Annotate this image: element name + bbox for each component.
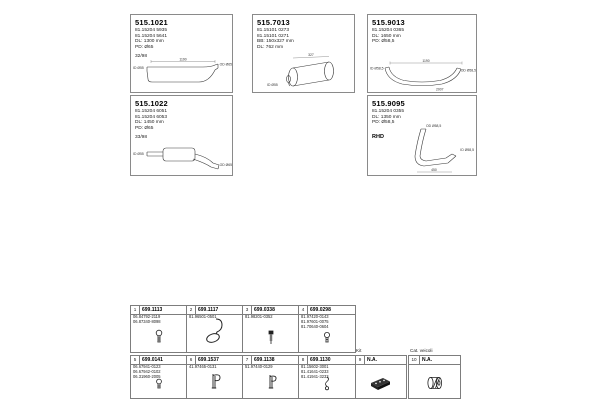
bracket-hook-icon xyxy=(264,372,278,396)
cell-number: 9 xyxy=(356,356,365,364)
muffler-diagram xyxy=(267,53,347,93)
clamp-icon xyxy=(321,331,333,350)
cell-header xyxy=(409,356,460,365)
ref-number: 06.84792-2119 xyxy=(133,314,161,319)
oe-number: 81.15101 0271 xyxy=(257,33,290,39)
accessory-row-2 xyxy=(130,348,462,399)
cell-number: 5 xyxy=(131,356,140,364)
inlet-label: ID Ø58,5 xyxy=(370,66,384,71)
hanger-hook-icon xyxy=(203,317,227,350)
spec-line: PD: Ø58,5 xyxy=(372,120,395,126)
cell-number: 8 xyxy=(299,356,308,364)
oe-number: 81.15204 6053 xyxy=(135,114,168,120)
cell-part-number: 699.1537 xyxy=(198,357,219,363)
oe-number: 81.15101 0273 xyxy=(257,28,290,33)
oe-number: 81.15204 5935 xyxy=(135,28,168,33)
ref-number: 06.67942-0102 xyxy=(133,368,161,374)
pipe-drawing-icon xyxy=(133,142,232,174)
ref-number: 41.97465-0131 xyxy=(189,364,217,369)
oe-number: 81.15204 6051 xyxy=(135,109,168,114)
outlet-label: OD Ø58,5 xyxy=(426,124,442,128)
dim-label: 1190 xyxy=(422,58,430,63)
cell-number: 4 xyxy=(299,306,308,314)
bracket-hook-icon xyxy=(208,371,222,396)
cell-availability: N.A. xyxy=(422,357,432,363)
accessory-cell-7 xyxy=(242,355,299,399)
cell-part-number: 699.0141 xyxy=(142,357,163,363)
spec-line: PD: Ø58,5 xyxy=(372,39,395,45)
accessory-cell-1 xyxy=(130,305,187,353)
cell-header xyxy=(356,356,406,365)
spec-line: PD: Ø65 xyxy=(135,44,154,50)
spec-line: DL: 1300 mm xyxy=(135,39,164,45)
ref-number: 81.15602-3001 xyxy=(301,364,329,369)
part-box-515-1022 xyxy=(130,95,233,176)
accessory-cell-2 xyxy=(186,305,243,353)
part-number-title: 515.1021 xyxy=(135,18,168,27)
part-number-title: 515.7013 xyxy=(257,18,290,27)
accessory-cell-8 xyxy=(298,355,356,399)
outlet-label: OD Ø65 xyxy=(219,163,232,167)
outlet-label: OD Ø58,5 xyxy=(460,68,476,73)
part-box-515-7013 xyxy=(252,14,355,93)
inlet-label: ID Ø58,5 xyxy=(460,148,474,152)
ref-number: 81.98201-0352 xyxy=(245,314,273,319)
oe-number: 81.15204 5641 xyxy=(135,33,168,39)
accessory-cell-4 xyxy=(298,305,356,353)
cell-part-number: 699.0298 xyxy=(310,307,331,313)
pipe-diagram xyxy=(133,57,232,91)
cell-number: 6 xyxy=(187,356,196,364)
ref-number: 81.97601-0075 xyxy=(301,318,329,324)
ref-number: 51.97440-0129 xyxy=(245,364,273,369)
inlet-label: ID Ø55 xyxy=(133,152,144,156)
ref-number: 81.97420-0143 xyxy=(301,314,329,319)
spec-line: BB: 150x327 mm xyxy=(257,39,294,45)
cell-number: 2 xyxy=(187,306,196,314)
inlet-label: ID Ø55 xyxy=(133,66,144,70)
accessory-cell-3 xyxy=(242,305,299,353)
oe-number: 81.15204 0355 xyxy=(372,109,405,114)
spec-line: DL: 1450 mm xyxy=(135,120,164,126)
part-number-title: 515.9095 xyxy=(372,99,405,108)
muffler-drawing-icon xyxy=(267,53,347,93)
ref-number: 81.96501-0501 xyxy=(189,314,217,319)
pipe-drawing-icon xyxy=(370,55,476,93)
cell-part-number: 699.1130 xyxy=(310,357,331,363)
oe-number: 81.15204 0365 xyxy=(372,28,405,33)
cell-number: 7 xyxy=(243,356,252,364)
clamp-icon xyxy=(153,378,164,396)
dim-label: 1190 xyxy=(179,57,187,62)
part-box-515-9095 xyxy=(367,95,477,176)
pipe-diagram xyxy=(394,122,474,176)
spec-line: DL: 762 mm xyxy=(257,44,284,50)
ref-number: 06.31960-2005 xyxy=(133,373,161,379)
pipe-drawing-icon xyxy=(133,57,232,91)
part-number-title: 515.1022 xyxy=(135,99,168,108)
note-label: 2007 xyxy=(436,87,444,92)
spec-line: DL: 1350 mm xyxy=(372,114,401,120)
cell-part-number: 699.1138 xyxy=(254,357,275,363)
cell-number: 3 xyxy=(243,306,252,314)
dim-label: 450 xyxy=(431,167,437,172)
kit-cell-9 xyxy=(355,355,407,399)
date-code: 33/98 xyxy=(135,135,148,141)
accessory-cell-5 xyxy=(130,355,187,399)
date-code: 32/98 xyxy=(135,54,148,60)
spec-line: DL: 1650 mm xyxy=(372,33,401,39)
spec-line: PD: Ø65 xyxy=(135,125,154,131)
ref-number: 81.41641-0233 xyxy=(301,368,329,374)
clamp-icon xyxy=(153,329,165,350)
ref-number: 06.67941-0123 xyxy=(133,364,161,369)
inlet-label: ID Ø55 xyxy=(267,83,278,87)
pipe-diagram xyxy=(370,55,476,93)
outlet-label: OD Ø65 xyxy=(219,62,232,67)
ref-number: 06.87340-8098 xyxy=(133,318,161,324)
cell-part-number: 699.0338 xyxy=(254,307,275,313)
part-box-515-1021 xyxy=(130,14,233,93)
pipe-drawing-icon xyxy=(394,122,474,176)
ref-number: 81.41941-3233 xyxy=(301,373,329,379)
ref-number: 81.70640-0604 xyxy=(301,323,329,329)
cell-number: 1 xyxy=(131,306,140,314)
accessory-row-1 xyxy=(130,305,356,353)
vehicle-catalog-cell-10 xyxy=(408,355,461,399)
pipe-diagram xyxy=(133,142,232,174)
cell-availability: N.A. xyxy=(367,357,377,363)
cell-part-number: 699.1113 xyxy=(142,307,163,313)
vehicle-catalog-column-label: Cat. veicoli xyxy=(410,348,433,353)
cell-number: 10 xyxy=(409,356,420,364)
part-box-515-9013 xyxy=(367,14,477,93)
hanger-icon xyxy=(322,376,332,396)
kit-box-icon xyxy=(369,376,393,396)
cell-part-number: 699.1117 xyxy=(198,307,219,313)
dim-label: 327 xyxy=(308,53,314,57)
part-number-title: 515.9013 xyxy=(372,18,405,27)
accessory-cell-6 xyxy=(186,355,243,399)
rubber-mount-icon xyxy=(425,375,445,396)
kit-column-label: Kit xyxy=(356,348,362,353)
rhd-flag: RHD xyxy=(372,134,384,140)
bolt-icon xyxy=(266,330,276,350)
